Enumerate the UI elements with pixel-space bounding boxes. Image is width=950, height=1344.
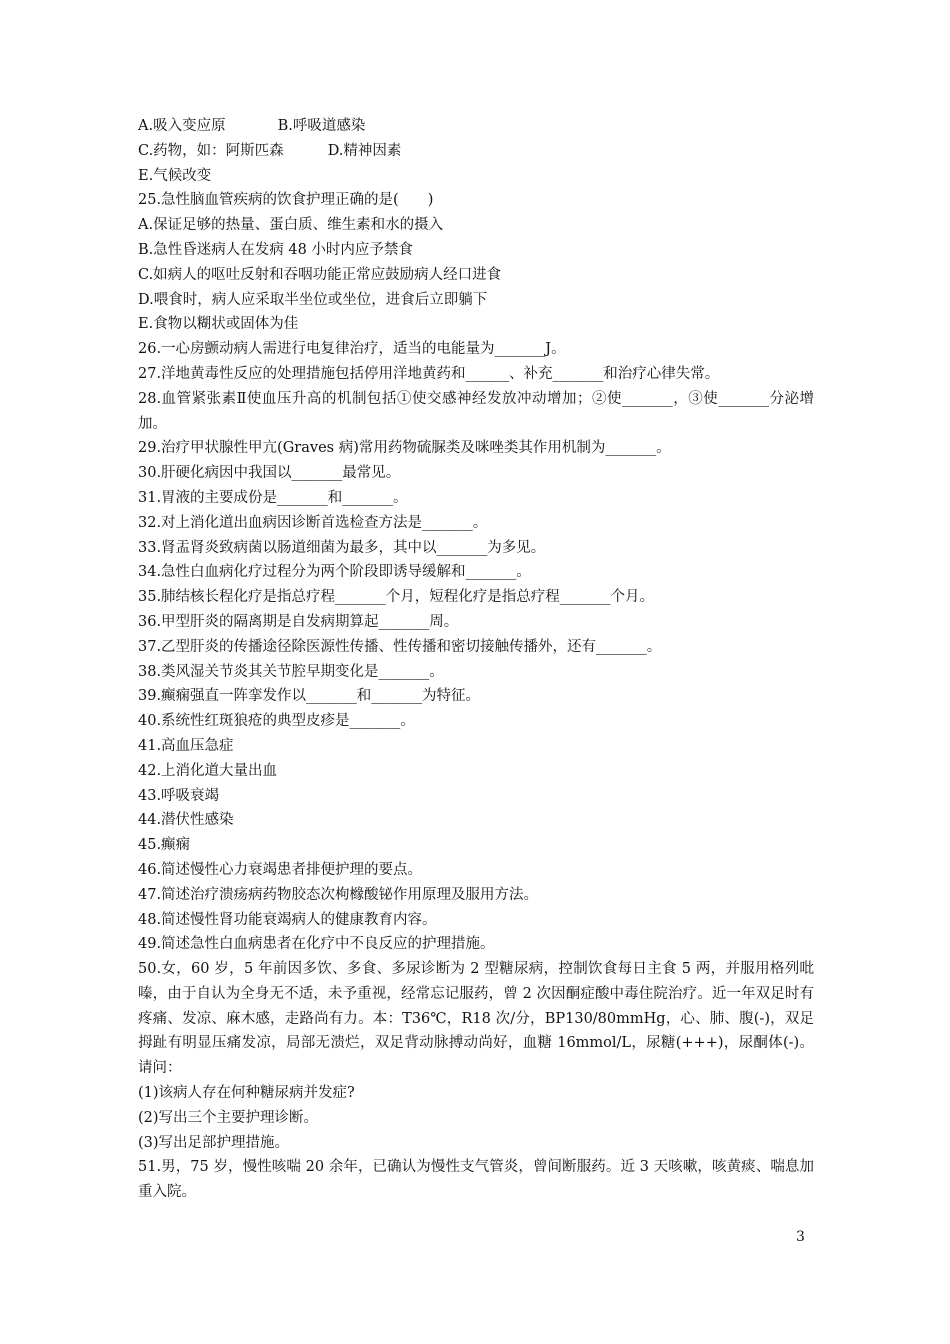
option-b: B.急性昏迷病人在发病 48 小时内应予禁食	[138, 241, 413, 258]
question-41: 41.高血压急症	[138, 737, 234, 754]
question-46: 46.简述慢性心力衰竭患者排便护理的要点。	[138, 861, 423, 878]
option-a: A.吸入变应原	[138, 118, 226, 134]
question-36: 36.甲型肝炎的隔离期是自发病期算起_______周。	[138, 613, 459, 630]
question-34: 34.急性白血病化疗过程分为两个阶段即诱导缓解和_______。	[138, 564, 531, 581]
option-d: D.喂食时，病人应采取半坐位或坐位，进食后立即躺下	[138, 291, 488, 308]
document-body	[138, 114, 814, 1205]
sub-question-3: (3)写出足部护理措施。	[138, 1134, 290, 1151]
question-33: 33.肾盂肾炎致病菌以肠道细菌为最多，其中以_______为多见。	[138, 539, 546, 556]
question-37: 37.乙型肝炎的传播途径除医源性传播、性传播和密切接触传播外，还有_______。	[138, 638, 662, 655]
option-a: A.保证足够的热量、蛋白质、维生素和水的摄入	[138, 217, 444, 234]
option-e: E.气候改变	[138, 167, 212, 184]
option-row	[138, 114, 814, 139]
question-42: 42.上消化道大量出血	[138, 762, 278, 779]
question-43: 43.呼吸衰竭	[138, 787, 220, 804]
question-51: 51.男，75 岁，慢性咳喘 20 余年，已确认为慢性支气管炎，曾间断服药。近 3 天咳嗽，咳黄痰、喘息加重入院。	[138, 1159, 814, 1201]
sub-question-1: (1)该病人存在何种糖尿病并发症?	[138, 1085, 355, 1102]
page-number: 3	[796, 1229, 805, 1245]
question-30: 30.肝硬化病因中我国以_______最常见。	[138, 465, 401, 482]
question-47: 47.简述治疗溃疡病药物胶态次枸橼酸铋作用原理及服用方法。	[138, 886, 539, 903]
question-48: 48.简述慢性肾功能衰竭病人的健康教育内容。	[138, 911, 437, 928]
question-27: 27.洋地黄毒性反应的处理措施包括停用洋地黄药和______、补充_______和治疗心律失常。	[138, 365, 720, 382]
question-26: 26.一心房颤动病人需进行电复律治疗，适当的电能量为_______J。	[138, 341, 566, 358]
question-40: 40.系统性红斑狼疮的典型皮疹是_______。	[138, 713, 415, 730]
option-d: D.精神因素	[327, 142, 402, 159]
option-row	[138, 139, 814, 164]
question-29: 29.治疗甲状腺性甲亢(Graves 病)常用药物硫脲类及咪唑类其作用机制为_______。	[138, 440, 671, 457]
question-50: 50.女，60 岁，5 年前因多饮、多食、多尿诊断为 2 型糖尿病，控制饮食每日主食 5 两，并服用格列吡嗪，由于自认为全身无不适，未予重视，经常忘记服药，曾 2 次因酮症酸中毒住院治疗。近一年双足时有疼痛、发凉、麻木感，走路尚有力。本：T36℃，R18 次/分，BP130/80mmHg，心、肺、腹(-)，双足拇趾有明显压痛发凉，局部无溃烂，双足背动脉搏动尚好，血糖 16mmol/L，尿糖(+++)，尿酮体(-)。请问：	[138, 961, 814, 1077]
question-49: 49.简述急性白血病患者在化疗中不良反应的护理措施。	[138, 936, 495, 953]
question-35: 35.肺结核长程化疗是指总疗程_______个月，短程化疗是指总疗程_______个月。	[138, 589, 655, 606]
question-39: 39.癫痫强直一阵挛发作以_______和_______为特征。	[138, 688, 481, 705]
question-32: 32.对上消化道出血病因诊断首选检查方法是_______。	[138, 514, 488, 531]
question-31: 31.胃液的主要成份是_______和_______。	[138, 489, 408, 506]
option-c: C.如病人的呕吐反射和吞咽功能正常应鼓励病人经口进食	[138, 266, 502, 283]
option-e: E.食物以糊状或固体为佳	[138, 316, 299, 333]
question-25: 25.急性脑血管疾病的饮食护理正确的是( )	[138, 192, 434, 209]
question-38: 38.类风湿关节炎其关节腔早期变化是_______。	[138, 663, 444, 680]
question-28: 28.血管紧张素Ⅱ使血压升高的机制包括①使交感神经发放冲动增加；②使_______，③使_______分泌增加。	[138, 390, 814, 432]
sub-question-2: (2)写出三个主要护理诊断。	[138, 1109, 319, 1126]
option-c: C.药物，如：阿斯匹森	[138, 142, 284, 159]
option-b: B.呼吸道感染	[277, 118, 366, 134]
question-45: 45.癫痫	[138, 837, 191, 854]
question-44: 44.潜伏性感染	[138, 812, 234, 829]
